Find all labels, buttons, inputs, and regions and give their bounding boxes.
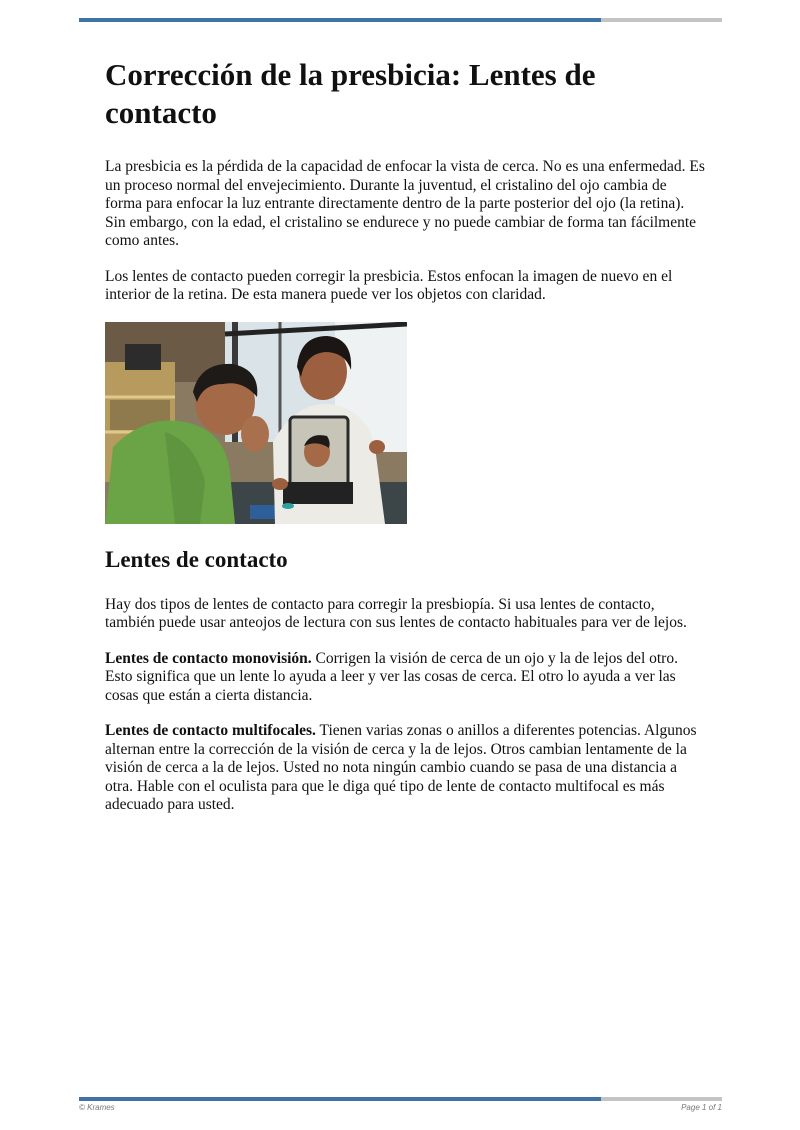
monovision-paragraph	[105, 650, 705, 706]
article	[105, 56, 705, 832]
monovision-term: Lentes de contacto monovisión.	[105, 649, 312, 667]
page-title: Corrección de la presbicia: Lentes de contacto	[105, 57, 596, 130]
header-rule-grey	[601, 18, 722, 22]
footer-rule-grey	[601, 1097, 722, 1101]
footer-page-number: Page 1 of 1	[681, 1103, 722, 1112]
footer-copyright: © Krames	[79, 1103, 115, 1112]
section-heading: Lentes de contacto	[105, 546, 288, 572]
section-paragraph-1: Hay dos tipos de lentes de contacto para corregir la presbiopía. Si usa lentes de contacto, también puede usar anteojos de lectura con sus lentes de contacto habituales para ver de lejos.	[105, 595, 687, 631]
multifocal-text: Tienen varias zonas o anillos a diferentes potencias. Algunos alternan entre la corrección de la visión de cerca y la de lejos. Otros cambian lentamente de la visión de cerca a la de lejos. Usted no nota ningún cambio cuando se pasa de una distancia a otra. Hable con el oculista para que le diga qué tipo de lente de contacto multifocal es más adecuado para usted.	[105, 722, 697, 813]
intro-paragraph-1: La presbicia es la pérdida de la capacidad de enfocar la vista de cerca. No es una enfermedad. Es un proceso normal del envejecimiento. Durante la juventud, el cristalino del ojo cambia de forma para enfocar la luz entrante directamente dentro de la parte posterior del ojo (la retina). Sin embargo, con la edad, el cristalino se endurece y no puede cambiar de forma tan fácilmente como antes.	[105, 158, 705, 249]
multifocal-term: Lentes de contacto multifocales.	[105, 722, 316, 739]
intro-paragraph-2: Los lentes de contacto pueden corregir la presbicia. Estos enfocan la imagen de nuevo en el interior de la retina. De esta manera puede ver los objetos con claridad.	[105, 267, 673, 303]
footer-rule-blue	[79, 1097, 601, 1101]
footer-rule	[79, 1097, 722, 1101]
contact-lens-photo	[105, 322, 407, 524]
photo-illustration	[105, 322, 407, 524]
multifocal-paragraph	[105, 722, 705, 815]
monovision-text: Corrigen la visión de cerca de un ojo y la de lejos del otro. Esto significa que un lente lo ayuda a leer y ver las cosas de cerca. El otro lo ayuda a ver las cosas que están a cierta distancia.	[105, 649, 678, 704]
header-rule-blue	[79, 18, 601, 22]
header-rule	[79, 18, 722, 22]
